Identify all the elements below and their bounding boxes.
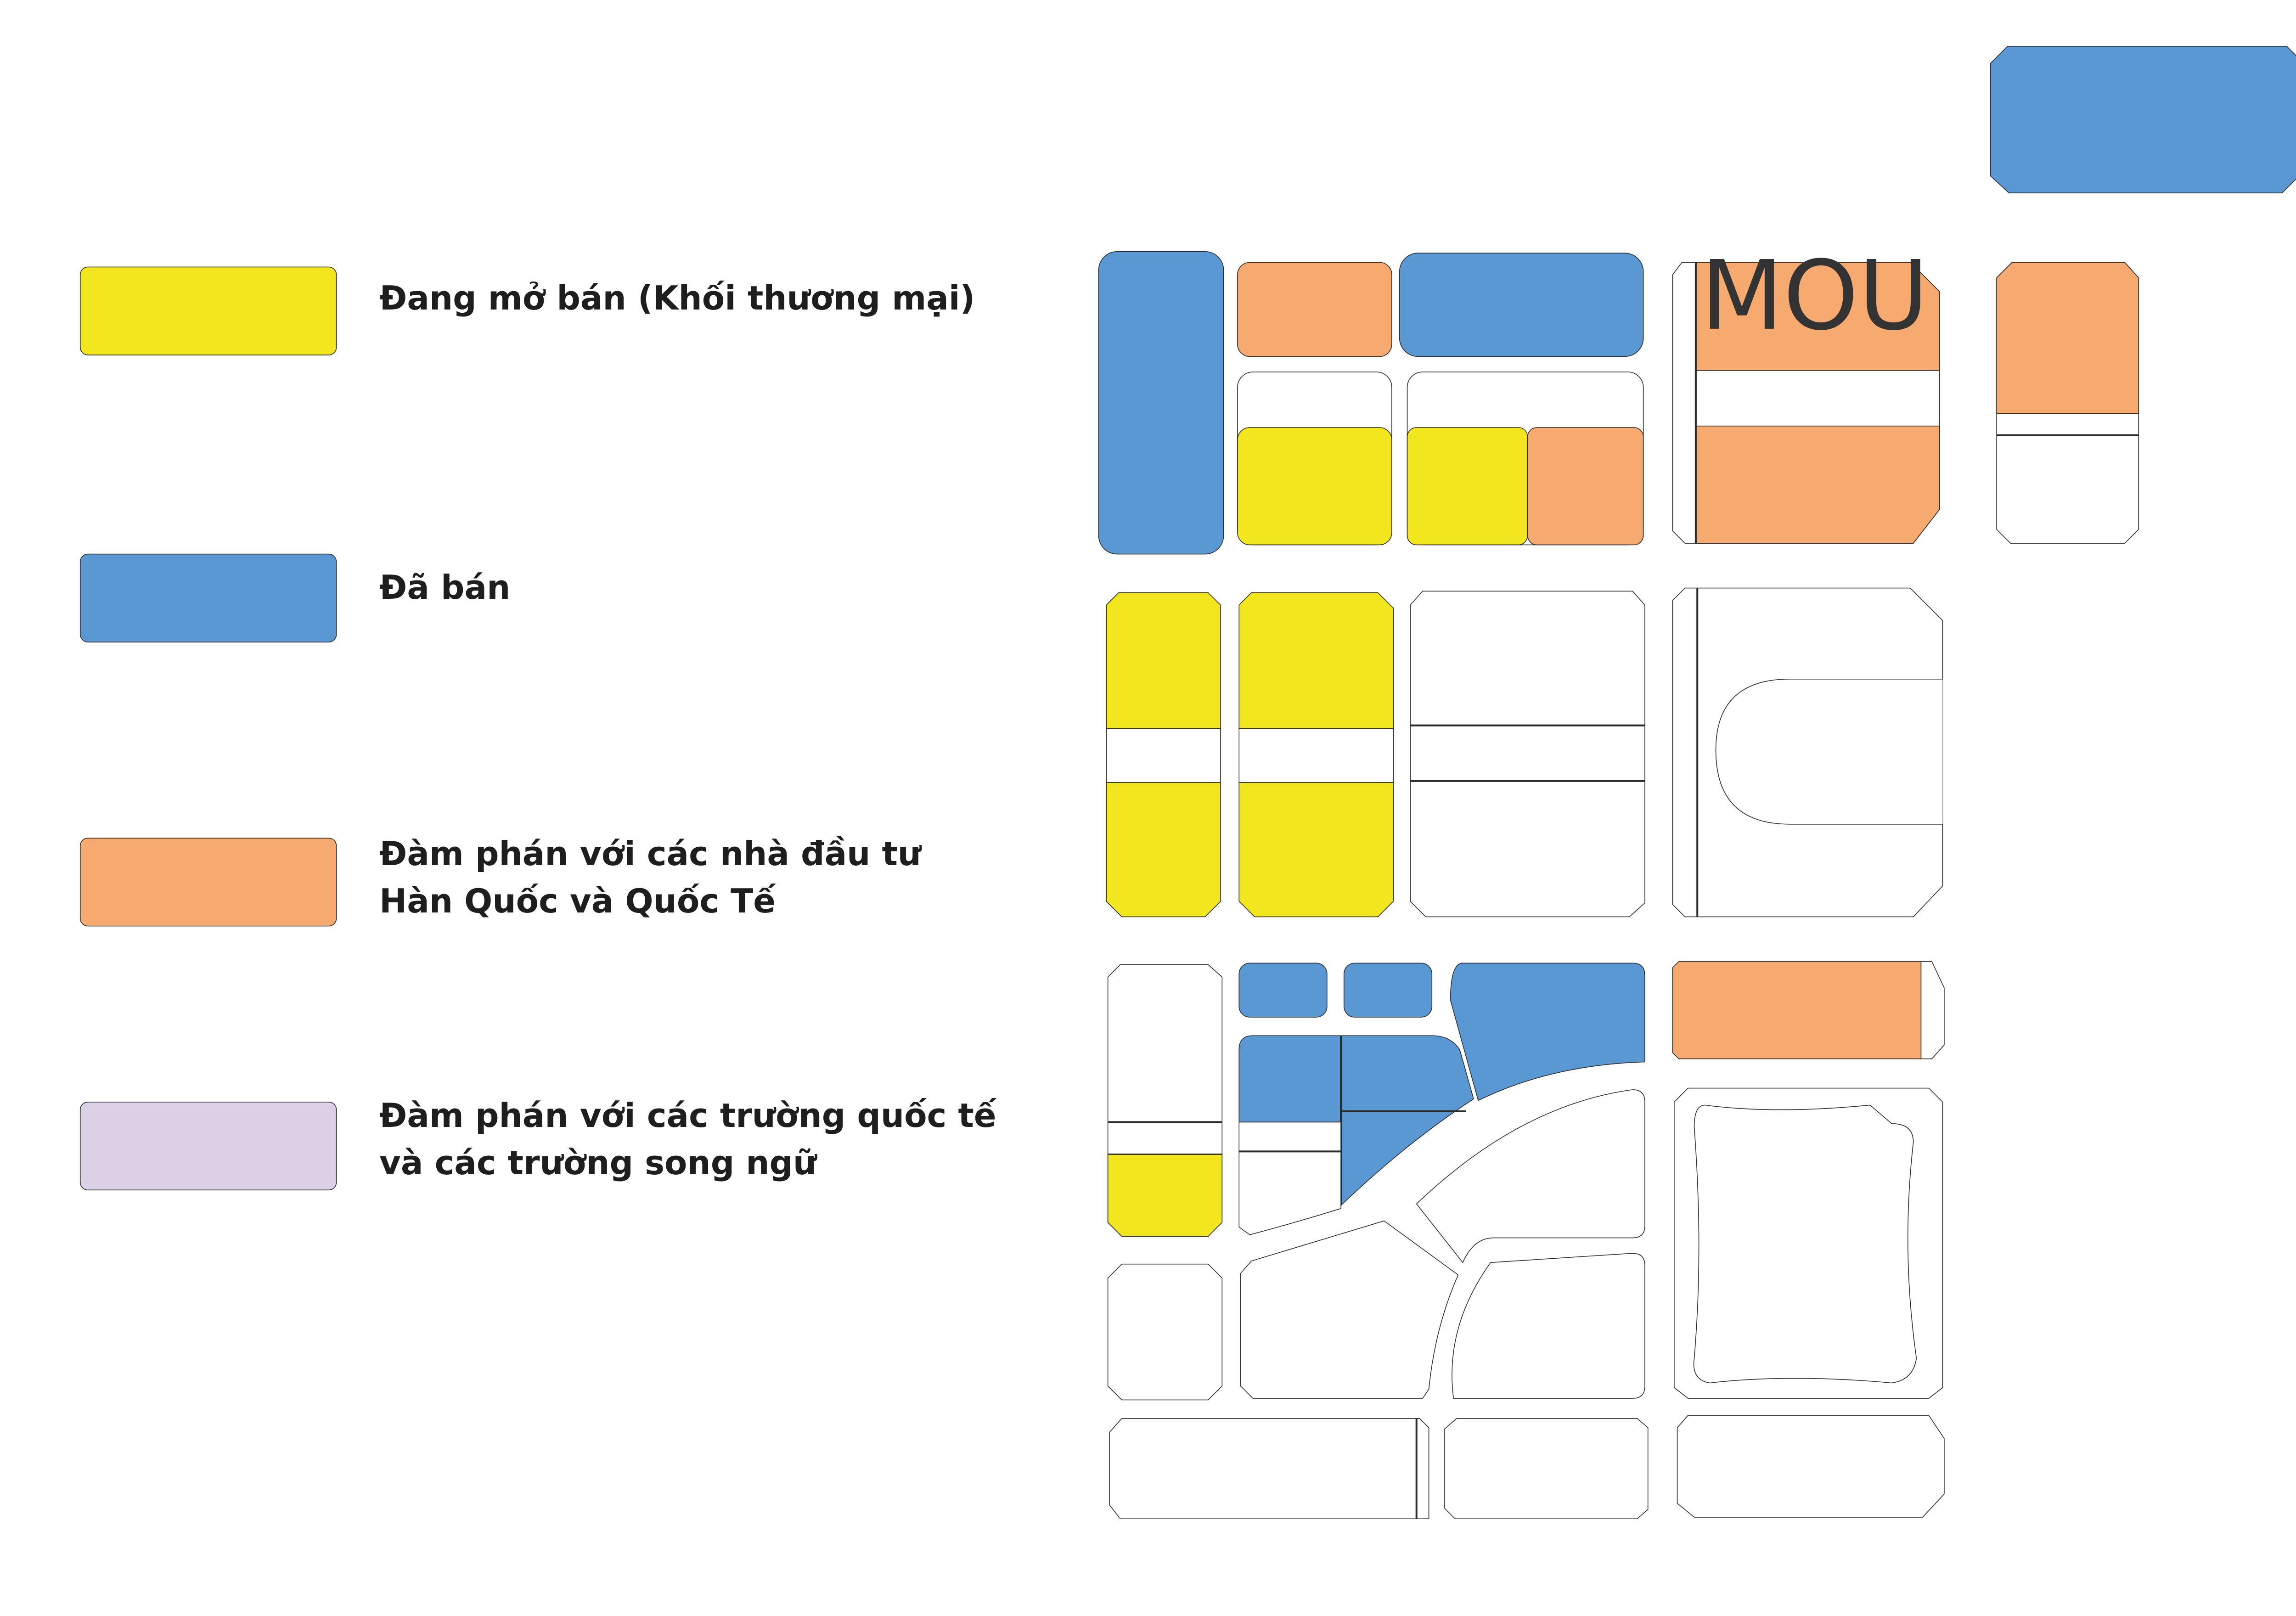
lot-r5-left-white <box>1109 1419 1429 1519</box>
lot-r3-curved-mid <box>1417 1090 1645 1262</box>
lot-r4-curved-left <box>1241 1221 1458 1399</box>
lot-top-right-sold <box>1991 46 2296 193</box>
legend-line: Hàn Quốc và Quốc Tế <box>379 882 776 920</box>
lot-r1-block-b-yellow <box>1407 428 1528 545</box>
lot-r1-blue-wide <box>1400 253 1643 356</box>
lot-r3-small-blue-right <box>1344 963 1432 1017</box>
lot-r1-block-b-orange <box>1528 428 1643 545</box>
lot-r3-small-blue-left <box>1239 963 1327 1017</box>
mou-label: MOU <box>1700 240 1929 352</box>
lot-r2-col1-yellow-top <box>1106 593 1221 729</box>
lot-park-inner <box>1694 1105 1917 1383</box>
lot-r1-left-tall-sold <box>1098 252 1223 554</box>
lot-r3-white-under-blue <box>1239 1122 1341 1234</box>
lot-r3-col1-yellow <box>1108 1154 1222 1236</box>
legend-swatch-yellow <box>80 267 337 355</box>
legend-line: Đàm phán với các nhà đầu tư <box>379 834 922 873</box>
legend-swatch-lavender <box>80 1102 337 1190</box>
lot-r2-col2-yellow-bottom <box>1239 783 1393 917</box>
lot-r5-mid-white <box>1444 1419 1648 1519</box>
lot-r2-col2-yellow-top <box>1239 593 1393 729</box>
lot-r3-blue-corner <box>1451 963 1645 1100</box>
lot-r2-col2-gap <box>1239 728 1393 783</box>
map-lots <box>1098 46 2296 1519</box>
lot-r1-small-orange <box>1238 262 1392 356</box>
lot-r5-right-white <box>1677 1415 1944 1517</box>
lot-r2-col1-yellow-bottom <box>1106 783 1221 917</box>
lot-mou-bottom-orange <box>1696 426 1940 543</box>
lot-r2-col3-white <box>1410 591 1645 917</box>
legend-line: và các trường song ngữ <box>379 1143 817 1182</box>
lot-r1-block-a-yellow <box>1238 428 1392 545</box>
legend-line: Đang mở bán (Khối thương mại) <box>379 279 975 317</box>
legend-swatch-orange <box>80 838 337 926</box>
lot-r2-col4-inner <box>1716 679 1943 824</box>
legend-swatch-blue <box>80 554 337 642</box>
lot-r4-curved-right <box>1452 1253 1645 1398</box>
lot-r2-col1-gap <box>1106 728 1221 783</box>
legend-line: Đàm phán với các trường quốc tế <box>379 1096 996 1135</box>
lot-r1-far-right-orange <box>1997 262 2138 413</box>
lot-r3-orange <box>1672 962 1921 1059</box>
legend-line: Đã bán <box>379 568 511 607</box>
legend-swatches <box>80 267 337 1190</box>
lot-r4-left-white <box>1108 1264 1222 1400</box>
lot-r3-orange-end <box>1921 962 1944 1059</box>
